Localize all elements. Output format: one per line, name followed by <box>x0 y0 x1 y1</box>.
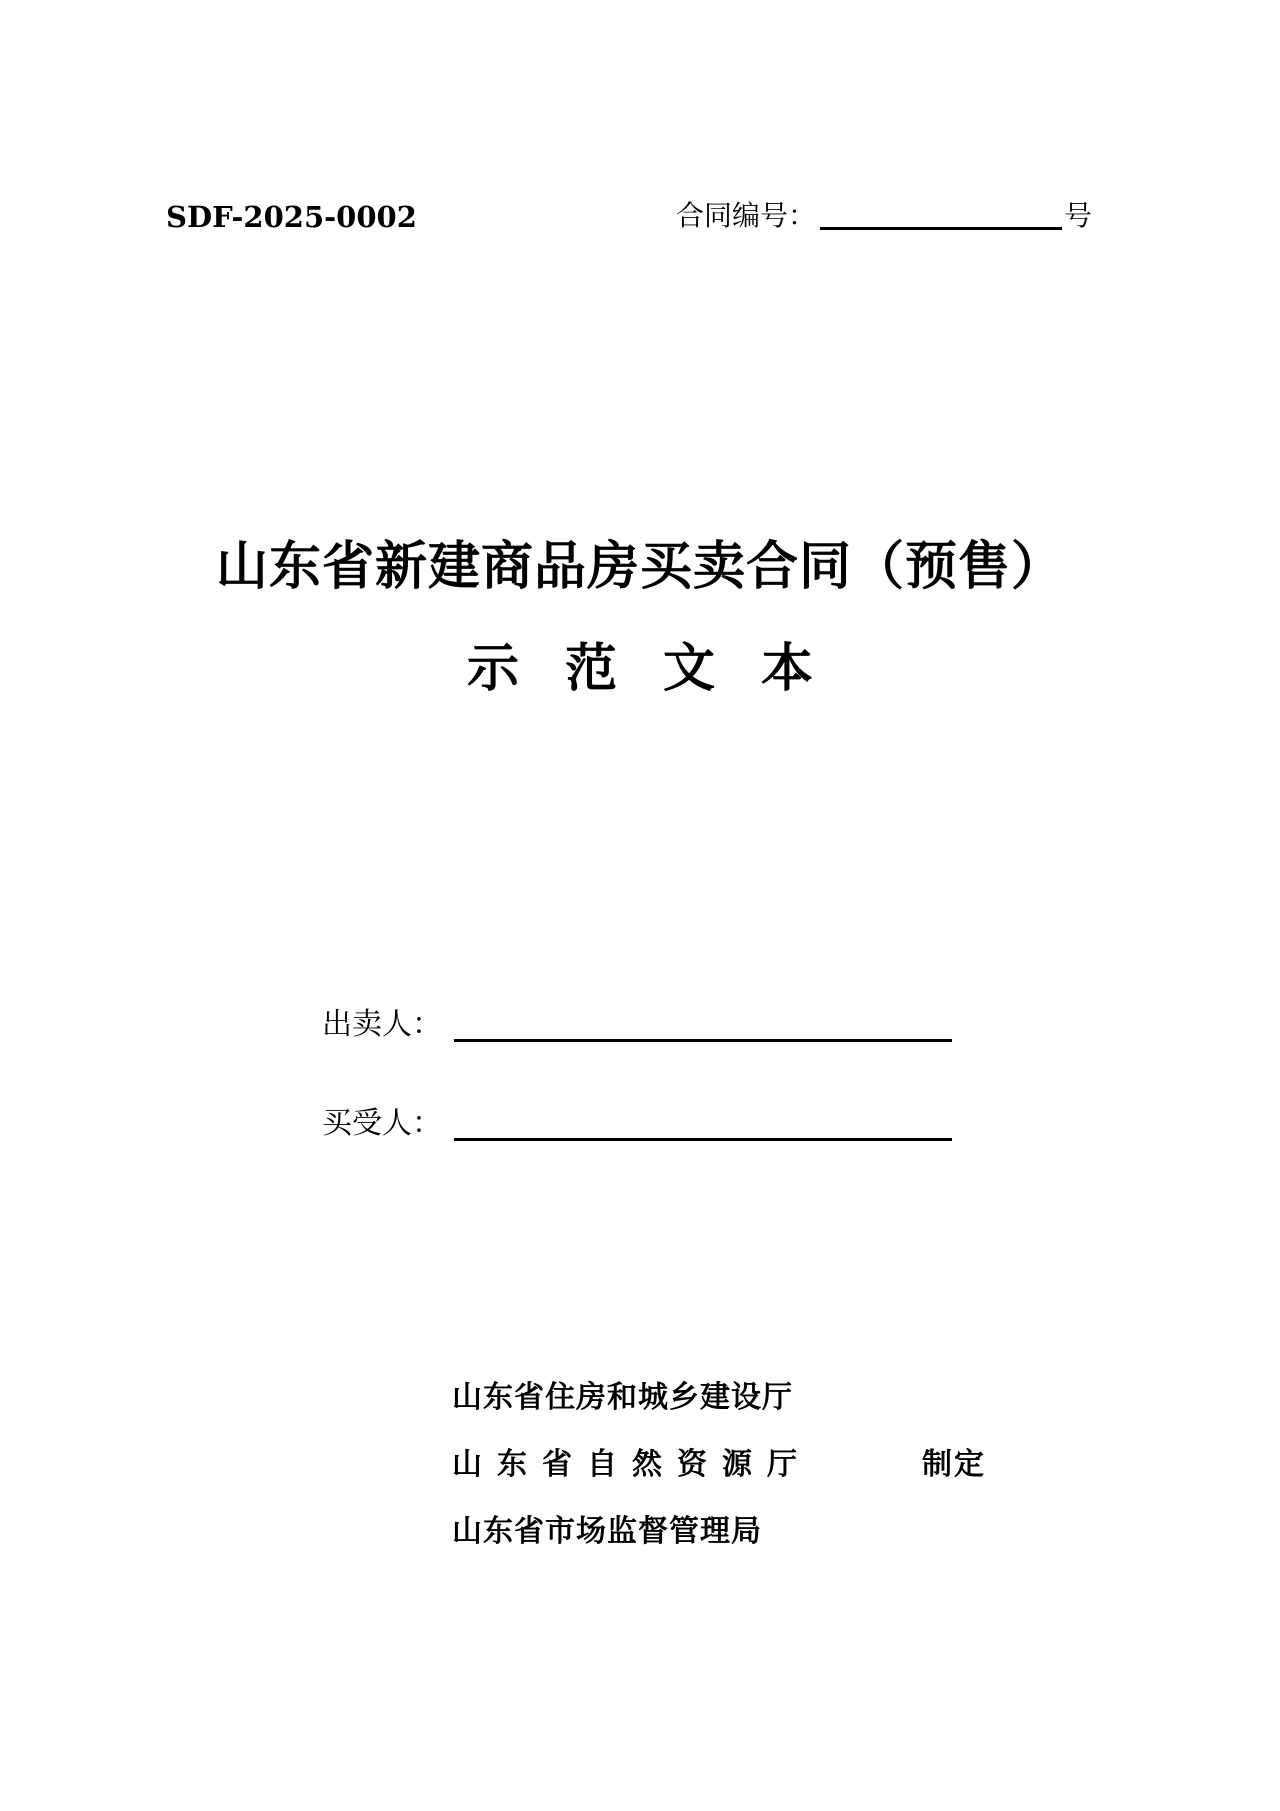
buyer-field <box>454 1137 952 1141</box>
contract-number-label: 合同编号： <box>676 199 817 232</box>
seller-field <box>454 1038 952 1042</box>
contract-number-suffix: 号 <box>1064 199 1093 232</box>
contract-number-field <box>820 226 1062 230</box>
doc-code: SDF-2025-0002 <box>166 200 417 234</box>
buyer-row <box>322 1104 952 1144</box>
seller-label: 出卖人： <box>322 1007 442 1042</box>
document-title: 山东省新建商品房买卖合同（预售） <box>215 536 1064 597</box>
document-subtitle: 示范文本 <box>466 638 859 699</box>
seller-row <box>322 1005 952 1045</box>
issuer-natural-resources-dept: 山东省自然资源厅 <box>452 1447 812 1482</box>
contract-number <box>676 196 1092 236</box>
made-label: 制定 <box>922 1447 986 1482</box>
issuer-market-regulation-bureau: 山东省市场监督管理局 <box>452 1514 762 1549</box>
buyer-label: 买受人： <box>322 1106 442 1141</box>
issuer-housing-dept: 山东省住房和城乡建设厅 <box>452 1380 793 1415</box>
